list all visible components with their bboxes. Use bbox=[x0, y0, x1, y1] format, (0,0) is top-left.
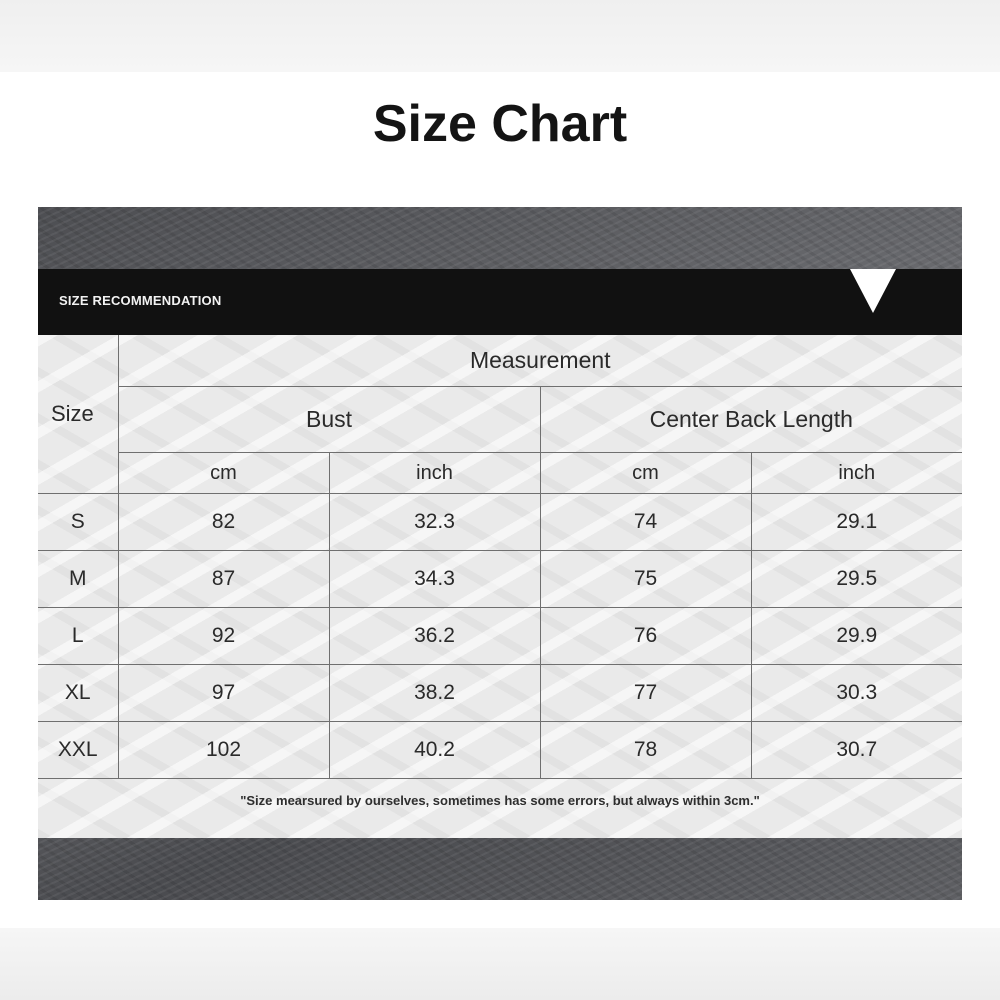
bust-cm-cell: 102 bbox=[118, 722, 329, 779]
length-inch-cell: 30.7 bbox=[751, 722, 962, 779]
top-margin-band bbox=[0, 0, 1000, 72]
table-row bbox=[38, 722, 962, 779]
table-row bbox=[38, 665, 962, 722]
length-cm-cell: 75 bbox=[540, 551, 751, 608]
bust-header: Bust bbox=[118, 387, 540, 453]
unit-header: inch bbox=[751, 453, 962, 494]
size-cell: XL bbox=[38, 665, 118, 722]
table-row bbox=[38, 494, 962, 551]
unit-header: cm bbox=[540, 453, 751, 494]
size-cell: S bbox=[38, 494, 118, 551]
bust-inch-cell: 36.2 bbox=[329, 608, 540, 665]
bust-inch-cell: 38.2 bbox=[329, 665, 540, 722]
bottom-margin-band bbox=[0, 928, 1000, 1000]
bust-cm-cell: 87 bbox=[118, 551, 329, 608]
bust-inch-cell: 34.3 bbox=[329, 551, 540, 608]
banner-label: SIZE RECOMMENDATION bbox=[59, 293, 222, 308]
page-title: Size Chart bbox=[372, 95, 628, 153]
bust-cm-cell: 92 bbox=[118, 608, 329, 665]
triangle-down-icon bbox=[850, 269, 896, 313]
size-cell: XXL bbox=[38, 722, 118, 779]
size-column-header: Size bbox=[38, 335, 118, 494]
length-cm-cell: 77 bbox=[540, 665, 751, 722]
bust-cm-cell: 97 bbox=[118, 665, 329, 722]
unit-header: cm bbox=[118, 453, 329, 494]
bust-cm-cell: 82 bbox=[118, 494, 329, 551]
length-inch-cell: 29.1 bbox=[751, 494, 962, 551]
size-cell: M bbox=[38, 551, 118, 608]
size-chart-image bbox=[38, 207, 962, 900]
bust-inch-cell: 40.2 bbox=[329, 722, 540, 779]
size-table bbox=[38, 335, 962, 779]
center-back-length-header: Center Back Length bbox=[540, 387, 962, 453]
bust-inch-cell: 32.3 bbox=[329, 494, 540, 551]
length-cm-cell: 74 bbox=[540, 494, 751, 551]
length-inch-cell: 29.5 bbox=[751, 551, 962, 608]
table-row bbox=[38, 551, 962, 608]
table-row bbox=[38, 608, 962, 665]
size-recommendation-banner bbox=[38, 269, 962, 335]
measurement-header: Measurement bbox=[118, 335, 962, 387]
length-cm-cell: 76 bbox=[540, 608, 751, 665]
size-cell: L bbox=[38, 608, 118, 665]
measurement-note: "Size mearsured by ourselves, sometimes has some errors, but always within 3cm." bbox=[240, 793, 760, 808]
unit-header: inch bbox=[329, 453, 540, 494]
length-inch-cell: 30.3 bbox=[751, 665, 962, 722]
length-cm-cell: 78 bbox=[540, 722, 751, 779]
size-table-panel bbox=[38, 335, 962, 838]
length-inch-cell: 29.9 bbox=[751, 608, 962, 665]
